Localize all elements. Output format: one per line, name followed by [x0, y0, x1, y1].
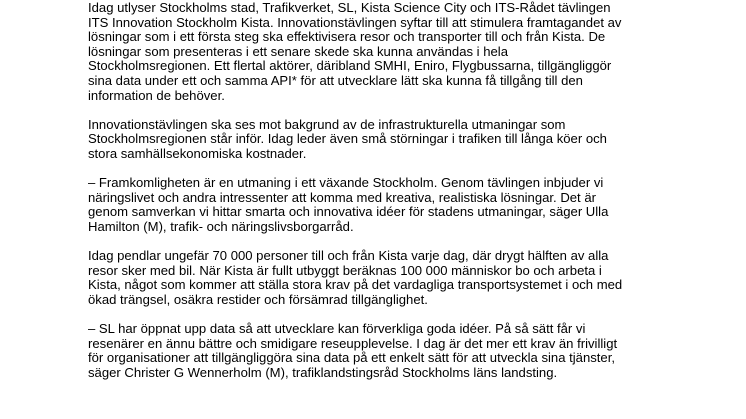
text-line: ökad trängsel, osäkra restider och försämrad tillgänglighet.	[88, 291, 428, 307]
text-line: information de behöver.	[88, 87, 225, 103]
paragraph-quote-wennerholm	[88, 322, 708, 380]
text-line: stora samhällsekonomiska kostnader.	[88, 145, 307, 161]
text-line: Innovationstävlingen ska ses mot bakgrund av de infrastrukturella utmaningar som	[88, 116, 566, 132]
paragraph-background	[88, 118, 708, 162]
text-line: ITS Innovation Stockholm Kista. Innovationstävlingen syftar till att stimulera framtagandet av	[88, 14, 622, 30]
paragraph-intro	[88, 1, 708, 103]
paragraph-quote-hamilton	[88, 176, 708, 234]
text-line: Idag pendlar ungefär 70 000 personer till och från Kista varje dag, där drygt hälften av alla	[88, 248, 609, 264]
document-body	[88, 1, 708, 395]
text-line: – Framkomligheten är en utmaning i ett växande Stockholm. Genom tävlingen inbjuder vi	[88, 175, 604, 191]
text-line: genom samverkan vi hittar smarta och innovativa idéer för stadens utmaningar, säger Ulla	[88, 204, 609, 220]
text-line: resor sker med bil. När Kista är fullt utbyggt beräknas 100 000 människor bo och arbeta i	[88, 262, 602, 278]
text-line: för organisationer att tillgängliggöra sina data på ett enkelt sätt för att utveckla sina tjänster,	[88, 350, 615, 366]
paragraph-commuting	[88, 249, 708, 307]
text-line: sina data under ett och samma API* för att utvecklare lätt ska kunna få tillgång till den	[88, 72, 583, 88]
text-line: Idag utlyser Stockholms stad, Trafikverket, SL, Kista Science City och ITS-Rådet tävlingen	[88, 0, 611, 15]
text-line: säger Christer G Wennerholm (M), trafiklandstingsråd Stockholms läns landsting.	[88, 364, 558, 380]
text-line: Kista, något som kommer att ställa stora krav på det vardagliga transportsystemet i och med	[88, 277, 623, 293]
text-line: resenärer en ännu bättre och smidigare reseupplevelse. I dag är det mer ett krav än frivilligt	[88, 335, 618, 351]
text-line: Stockholmsregionen. Ett flertal aktörer, däribland SMHI, Eniro, Flygbussarna, tillgängliggör	[88, 58, 612, 74]
text-line: näringslivet och andra intressenter att komma med kreativa, realistiska lösningar. Det är	[88, 189, 596, 205]
text-line: lösningar som i ett första steg ska effektivisera resor och transporter till och från Kista. De	[88, 29, 606, 45]
text-line: Hamilton (M), trafik- och näringslivsborgarråd.	[88, 218, 354, 234]
text-line: – SL har öppnat upp data så att utvecklare kan förverkliga goda idéer. På så sätt får vi	[88, 321, 586, 337]
text-line: lösningar som presenteras i ett senare skede ska kunna användas i hela	[88, 43, 508, 59]
text-line: Stockholmsregionen står inför. Idag leder även små störningar i trafiken till långa köer och	[88, 131, 607, 147]
